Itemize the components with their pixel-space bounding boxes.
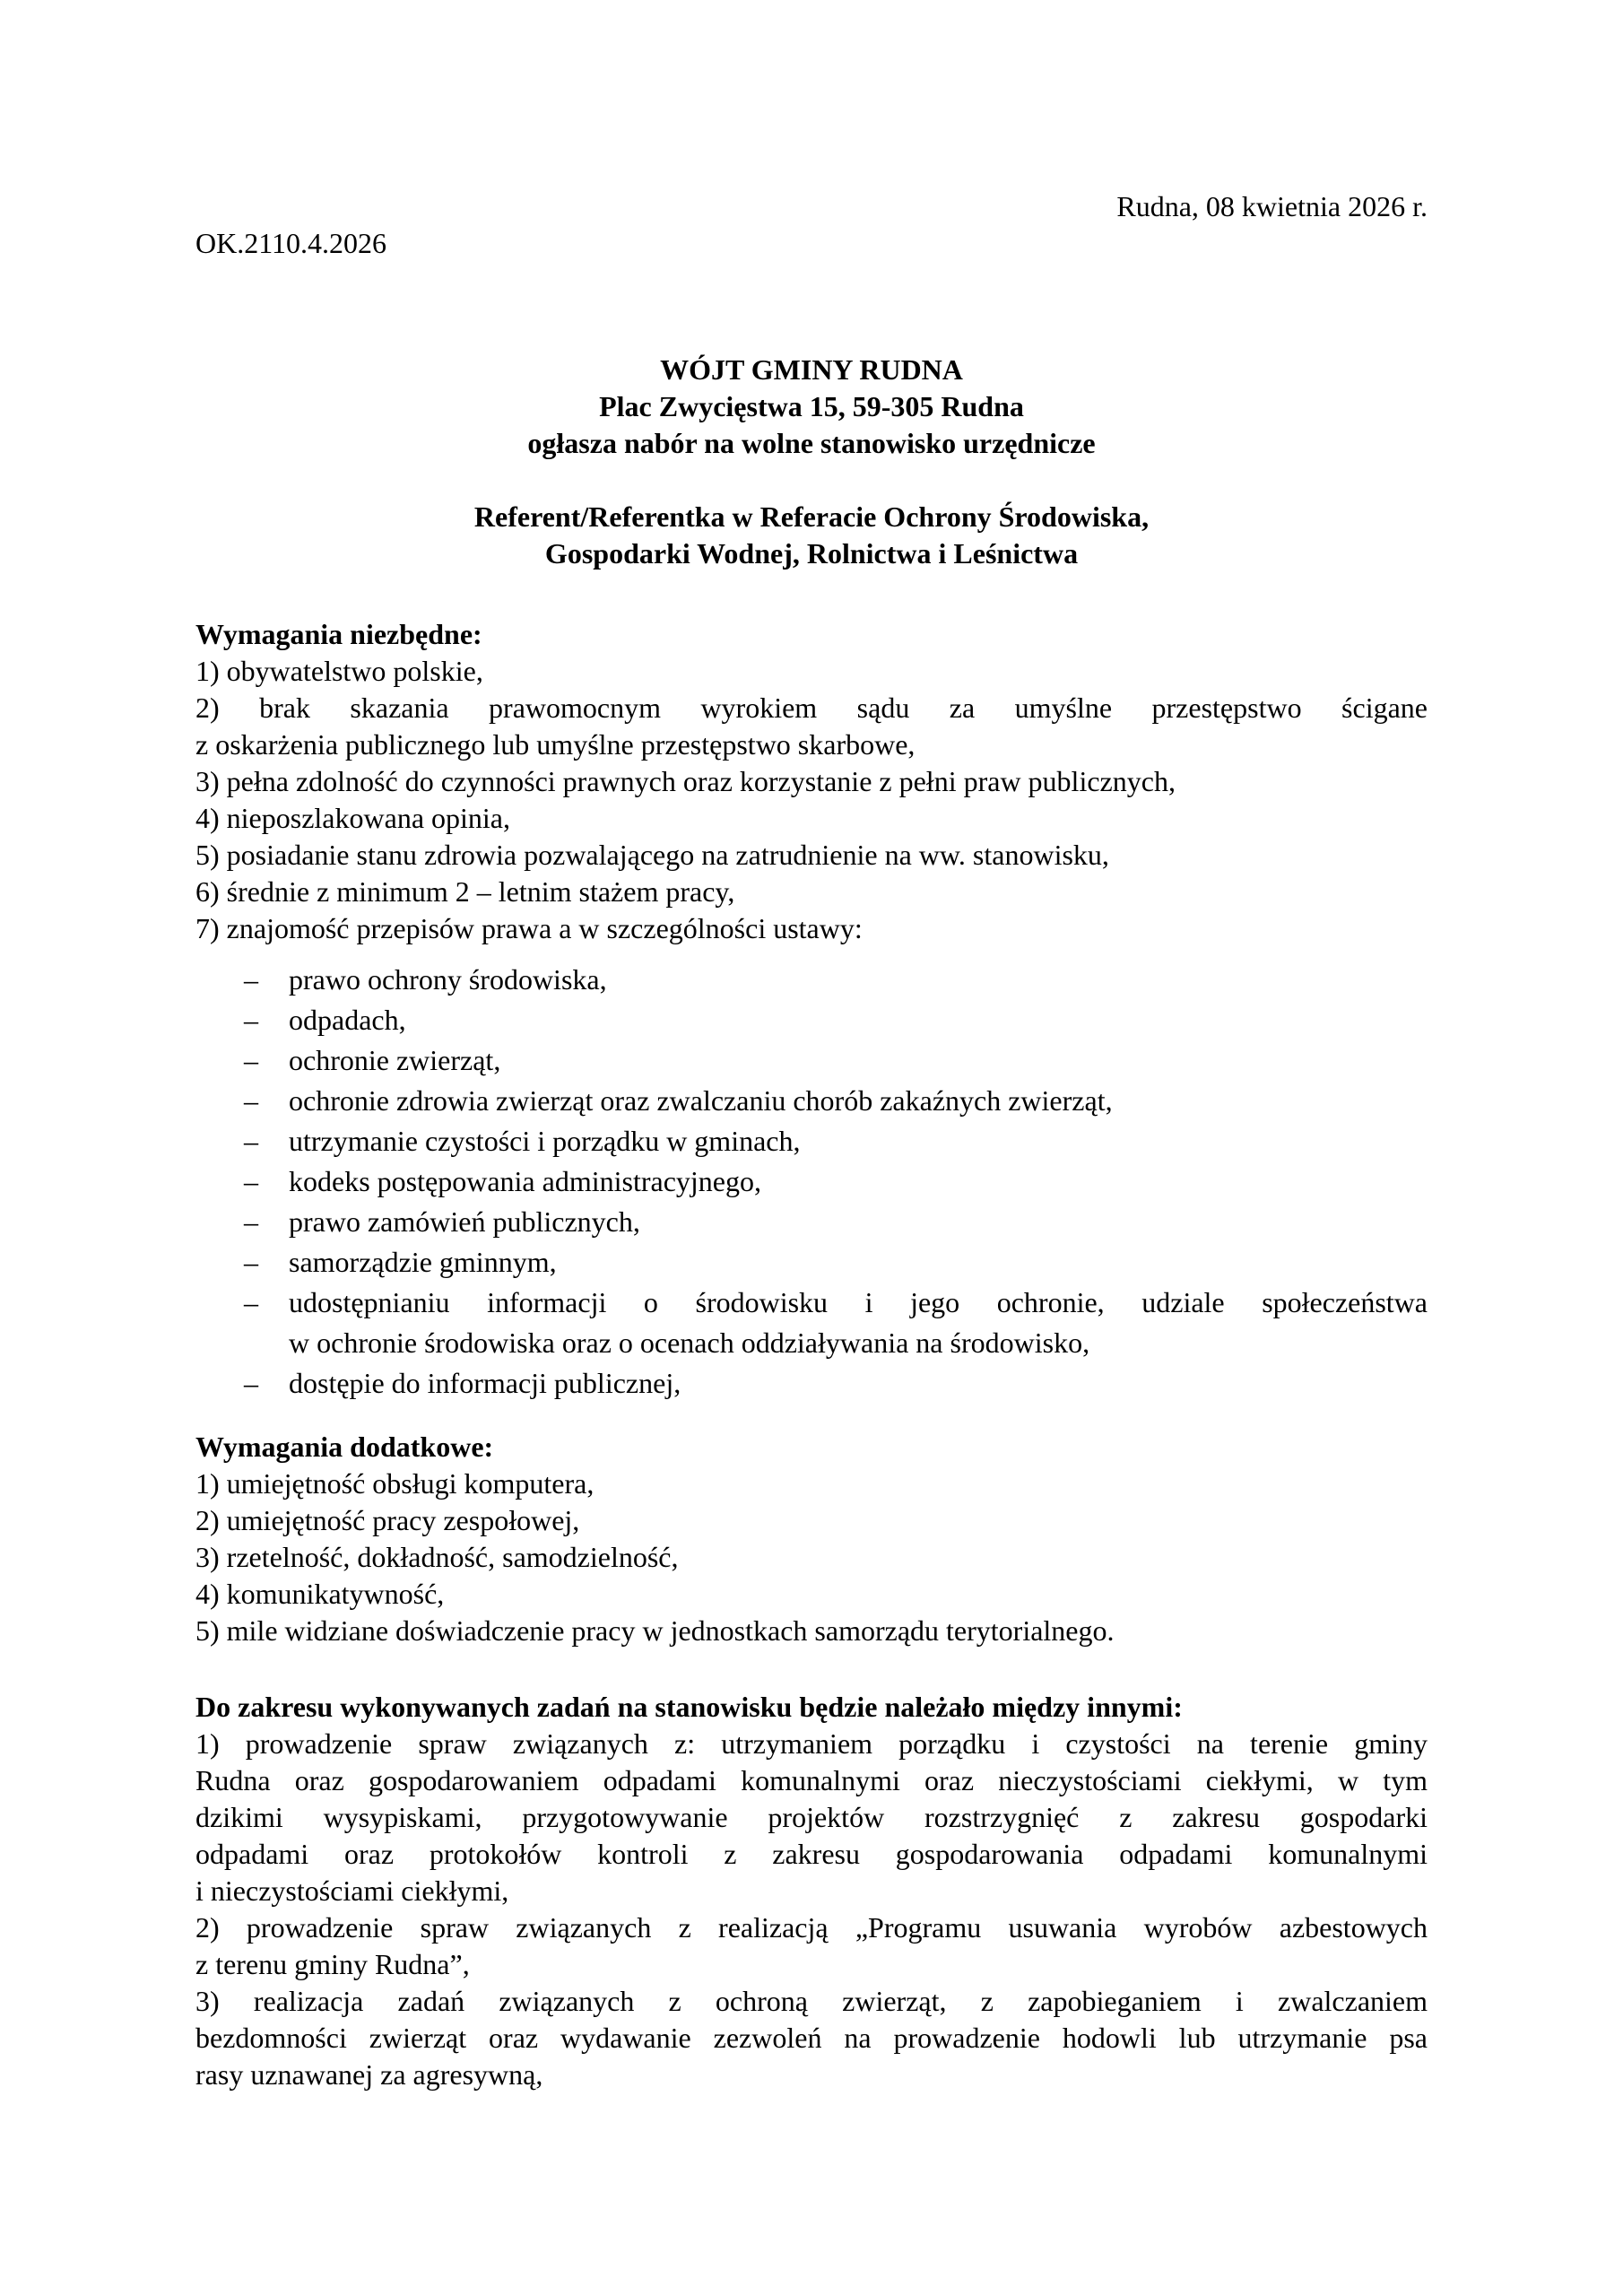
numbered-list-item <box>195 1983 1428 2093</box>
numbered-list-item <box>195 763 1428 800</box>
numbered-list-item <box>195 1909 1428 1983</box>
section-heading: Wymagania dodatkowe: <box>195 1431 494 1463</box>
document-body <box>195 616 1428 2093</box>
numbered-list-item <box>195 837 1428 874</box>
dash-bullet-icon: – <box>244 1004 258 1036</box>
numbered-list-item <box>195 1539 1428 1576</box>
position-title-block <box>195 499 1428 572</box>
dash-list-item <box>195 960 1428 1000</box>
text-line: z oskarżenia publicznego lub umyślne przestępstwo skarbowe, <box>195 728 916 761</box>
document-title-block <box>195 352 1428 462</box>
text-line: udostępnianiu informacji o środowisku i jego ochronie, udziale społeczeństwa <box>289 1286 1428 1318</box>
text-line: 6) średnie z minimum 2 – letnim stażem pracy, <box>195 875 735 908</box>
section <box>195 1689 1428 2093</box>
dash-list-item <box>195 1081 1428 1121</box>
dash-bullet-icon: – <box>244 1044 258 1076</box>
text-line: i nieczystościami ciekłymi, <box>195 1874 509 1907</box>
text-line: Rudna oraz gospodarowaniem odpadami komunalnymi oraz nieczystościami ciekłymi, w tym <box>195 1764 1428 1796</box>
title-line: ogłasza nabór na wolne stanowisko urzędnicze <box>527 427 1096 459</box>
text-line: rasy uznawanej za agresywną, <box>195 2058 543 2091</box>
numbered-list-item <box>195 1726 1428 1909</box>
dash-list-item <box>195 1283 1428 1363</box>
section <box>195 616 1428 1404</box>
date-line: Rudna, 08 kwietnia 2026 r. <box>1116 190 1428 222</box>
text-line: kodeks postępowania administracyjnego, <box>289 1165 761 1197</box>
reference-number: OK.2110.4.2026 <box>195 227 387 259</box>
dash-list-item <box>195 1202 1428 1242</box>
text-line: bezdomności zwierząt oraz wydawanie zezwoleń na prowadzenie hodowli lub utrzymanie psa <box>195 2022 1428 2054</box>
numbered-list-item <box>195 1502 1428 1539</box>
numbered-list-item <box>195 1576 1428 1613</box>
dash-bullet-icon: – <box>244 1246 258 1278</box>
text-line: prawo ochrony środowiska, <box>289 963 607 996</box>
text-line: 2) prowadzenie spraw związanych z realizacją „Programu usuwania wyrobów azbestowych <box>195 1911 1428 1944</box>
text-line: 3) rzetelność, dokładność, samodzielność, <box>195 1541 679 1573</box>
section-heading: Wymagania niezbędne: <box>195 618 482 650</box>
text-line: ochronie zdrowia zwierząt oraz zwalczaniu chorób zakaźnych zwierząt, <box>289 1084 1113 1117</box>
dash-list-item <box>195 1161 1428 1202</box>
numbered-list-item <box>195 653 1428 690</box>
dash-bullet-icon: – <box>244 1084 258 1117</box>
numbered-list-item <box>195 690 1428 763</box>
text-line: 2) umiejętność pracy zespołowej, <box>195 1504 580 1536</box>
text-line: 4) komunikatywność, <box>195 1578 445 1610</box>
dash-list <box>195 960 1428 1404</box>
numbered-list-item <box>195 1465 1428 1502</box>
text-line: prawo zamówień publicznych, <box>289 1205 640 1238</box>
numbered-list-item <box>195 800 1428 837</box>
title-line: WÓJT GMINY RUDNA <box>660 353 963 386</box>
text-line: 3) realizacja zadań związanych z ochroną zwierząt, z zapobieganiem i zwalczaniem <box>195 1985 1428 2017</box>
text-line: dostępie do informacji publicznej, <box>289 1367 681 1399</box>
numbered-list-item <box>195 874 1428 910</box>
text-line: utrzymanie czystości i porządku w gminach, <box>289 1125 801 1157</box>
dash-bullet-icon: – <box>244 1125 258 1157</box>
dash-bullet-icon: – <box>244 1367 258 1399</box>
dash-bullet-icon: – <box>244 1205 258 1238</box>
dash-list-item <box>195 1121 1428 1161</box>
text-line: dzikimi wysypiskami, przygotowywanie projektów rozstrzygnięć z zakresu gospodarki <box>195 1801 1428 1833</box>
text-line: 2) brak skazania prawomocnym wyrokiem sądu za umyślne przestępstwo ścigane <box>195 691 1428 724</box>
section <box>195 1429 1428 1649</box>
text-line: 4) nieposzlakowana opinia, <box>195 802 510 834</box>
position-line: Gospodarki Wodnej, Rolnictwa i Leśnictwa <box>544 537 1079 570</box>
numbered-list-item <box>195 1613 1428 1649</box>
text-line: 3) pełna zdolność do czynności prawnych oraz korzystanie z pełni praw publicznych, <box>195 765 1176 797</box>
dash-list-item <box>195 1242 1428 1283</box>
text-line: 5) mile widziane doświadczenie pracy w jednostkach samorządu terytorialnego. <box>195 1614 1115 1647</box>
text-line: odpadami oraz protokołów kontroli z zakresu gospodarowania odpadami komunalnymi <box>195 1838 1428 1870</box>
dash-bullet-icon: – <box>244 1165 258 1197</box>
text-line: ochronie zwierząt, <box>289 1044 501 1076</box>
text-line: 1) umiejętność obsługi komputera, <box>195 1467 595 1500</box>
text-line: odpadach, <box>289 1004 406 1036</box>
dash-list-item <box>195 1363 1428 1404</box>
text-line: z terenu gminy Rudna”, <box>195 1948 470 1980</box>
title-line: Plac Zwycięstwa 15, 59-305 Rudna <box>599 390 1024 422</box>
text-line: 7) znajomość przepisów prawa a w szczególności ustawy: <box>195 912 863 944</box>
text-line: 1) obywatelstwo polskie, <box>195 655 483 687</box>
position-line: Referent/Referentka w Referacie Ochrony Środowiska, <box>473 500 1150 533</box>
dash-bullet-icon: – <box>244 963 258 996</box>
text-line: samorządzie gminnym, <box>289 1246 557 1278</box>
numbered-list-item <box>195 910 1428 947</box>
text-line: 5) posiadanie stanu zdrowia pozwalającego na zatrudnienie na ww. stanowisku, <box>195 839 1109 871</box>
section-heading: Do zakresu wykonywanych zadań na stanowisku będzie należało między innymi: <box>195 1691 1183 1723</box>
dash-list-item <box>195 1040 1428 1081</box>
dash-list-item <box>195 1000 1428 1040</box>
text-line: 1) prowadzenie spraw związanych z: utrzymaniem porządku i czystości na terenie gminy <box>195 1727 1428 1760</box>
dash-bullet-icon: – <box>244 1286 258 1318</box>
text-line: w ochronie środowiska oraz o ocenach oddziaływania na środowisko, <box>289 1326 1090 1359</box>
